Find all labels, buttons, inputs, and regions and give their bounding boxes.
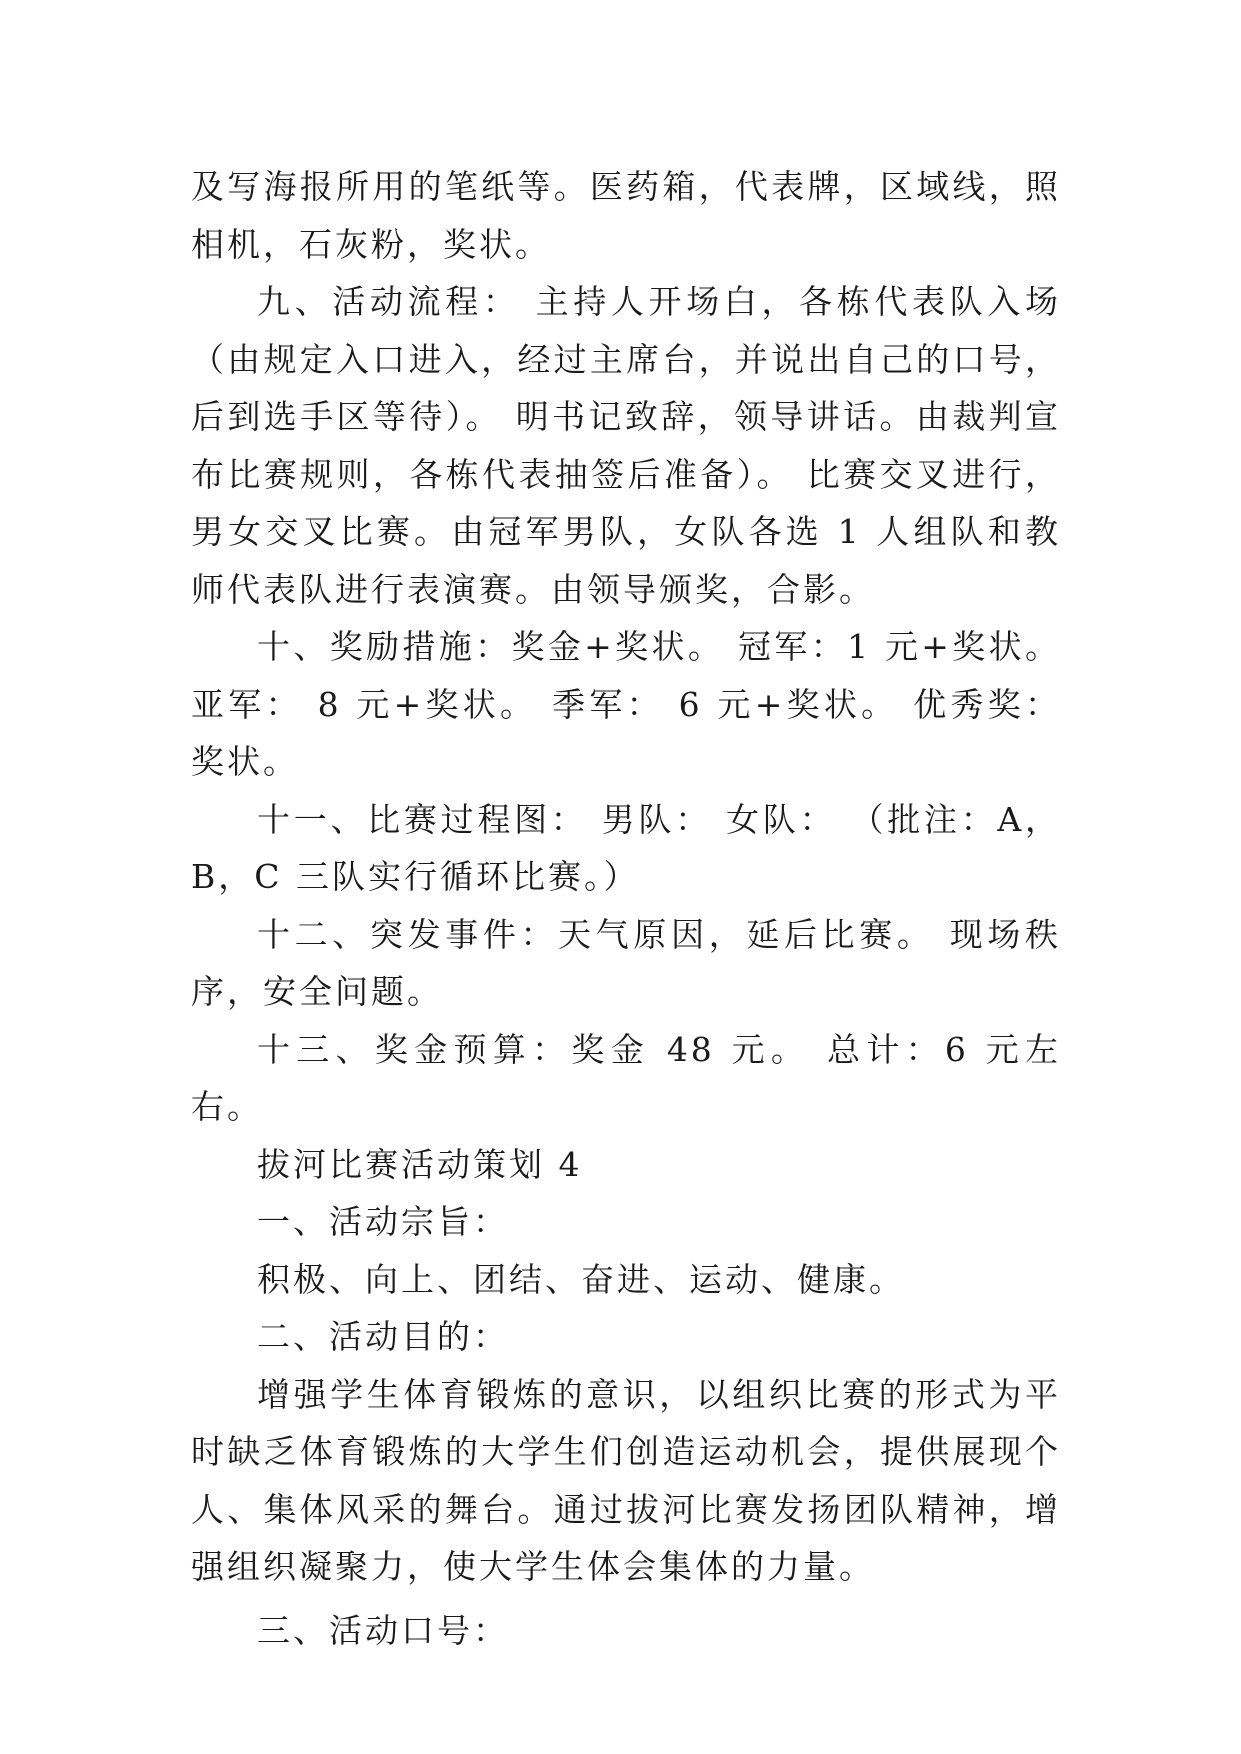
paragraph-goal: 增强学生体育锻炼的意识，以组织比赛的形式为平时缺乏体育锻炼的大学生们创造运动机会，提供展现个人、集体风采的舞台。通过拔河比赛发扬团队精神，增强组织凝聚力，使大学生体会集体的力量。 <box>191 1374 1061 1586</box>
section-title-plan-4: 拔河比赛活动策划 4 <box>257 1144 583 1184</box>
paragraph-materials: 及写海报所用的笔纸等。医药箱，代表牌，区域线，照相机，石灰粉，奖状。 <box>191 167 1061 264</box>
paragraph-purpose: 积极、向上、团结、奋进、运动、健康。 <box>257 1259 905 1299</box>
paragraph-match-diagram: 十一、比赛过程图： 男队： 女队： （批注：A，B，C 三队实行循环比赛。） <box>191 799 1061 896</box>
document-body <box>191 158 1061 1659</box>
paragraph-budget: 十三、奖金预算：奖金 48 元。 总计：6 元左右。 <box>191 1029 1061 1126</box>
paragraph-activity-flow: 九、活动流程： 主持人开场白，各栋代表队入场（由规定入口进入，经过主席台，并说出自己的口号，后到选手区等待）。 明书记致辞，领导讲话。由裁判宣布比赛规则，各栋代表抽签后准备）。 比赛交叉进行，男女交叉比赛。由冠军男队，女队各选 1 人组队和教师代表队进行表演赛。由领导颁奖，合影。 <box>191 282 1061 609</box>
heading-slogan: 三、活动口号： <box>257 1610 509 1650</box>
paragraph-emergencies: 十二、突发事件：天气原因，延后比赛。 现场秩序，安全问题。 <box>191 914 1061 1011</box>
paragraph-rewards: 十、奖励措施：奖金+奖状。 冠军：1 元+奖状。 亚军： 8 元+奖状。 季军： 6 元+奖状。 优秀奖：奖状。 <box>191 627 1061 781</box>
heading-purpose: 一、活动宗旨： <box>257 1202 509 1241</box>
heading-goal: 二、活动目的： <box>257 1317 509 1356</box>
